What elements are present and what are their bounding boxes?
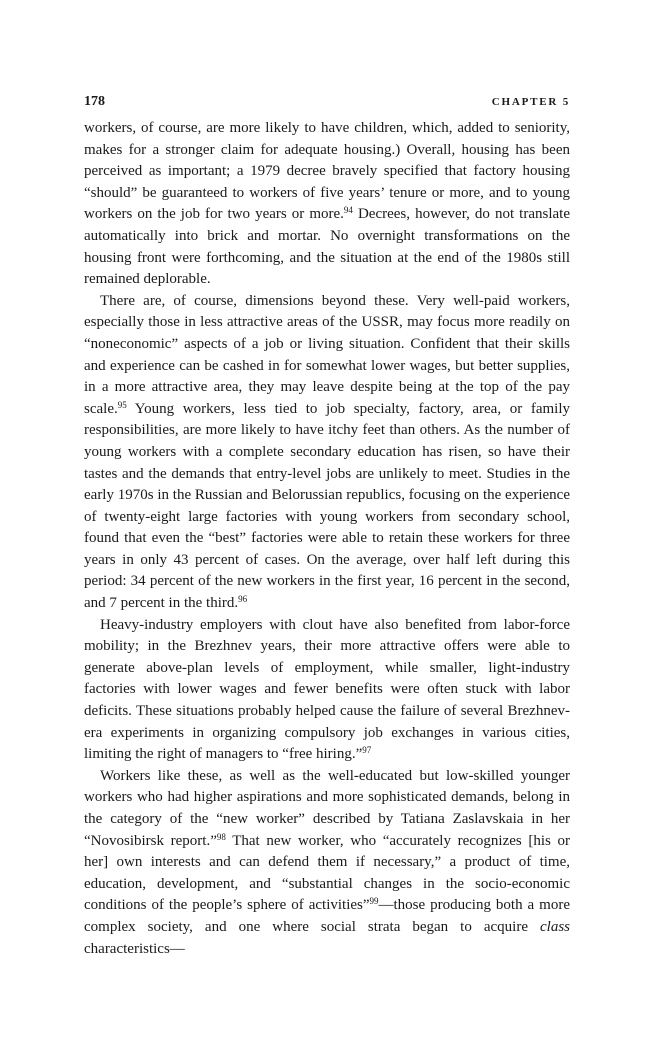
emphasis-text: class (540, 918, 570, 935)
footnote-marker: 95 (117, 399, 127, 410)
text-segment: —those producing both a more complex society, and one where social strata began to acquire (84, 897, 570, 935)
running-head (84, 94, 570, 118)
paragraph (84, 766, 570, 960)
book-page (84, 94, 570, 960)
paragraph (84, 615, 570, 766)
body-text (84, 118, 570, 960)
text-segment: There are, of course, dimensions beyond these. Very well-paid workers, especially those in less attractive areas of the USSR, may focus more readily on “noneconomic” aspects of a job or living situation. Confident that their skills and experience can be cashed in for somewhat lower wages, but better supplies, in a more attractive area, they may leave despite being at the top of the pay scale. (84, 292, 570, 417)
chapter-label: CHAPTER 5 (491, 96, 570, 108)
footnote-marker: 94 (343, 205, 353, 216)
paragraph (84, 118, 570, 291)
text-segment: workers, of course, are more likely to have children, which, added to seniority, makes for a stronger claim for adequate housing.) Overall, housing has been perceived as important; a 1979 decree bravely specified that factory housing “should” be guaranteed to workers of five years’ tenure or more, and to young workers on the job for two years or more. (84, 120, 570, 223)
text-segment: Heavy-industry employers with clout have also benefited from labor-force mobility; in the Brezhnev years, their more attractive offers were able to generate above-plan levels of employment, while smaller, light-industry factories with lower wages and fewer benefits were often stuck with labor deficits. These situations probably helped cause the failure of several Brezhnev-era experiments in organizing compulsory job exchanges in various cities, limiting the right of managers to “free hiring.” (84, 616, 570, 763)
footnote-marker: 99 (369, 896, 379, 907)
paragraph (84, 291, 570, 615)
text-segment: Decrees, however, do not translate automatically into brick and mortar. No overnight transformations on the housing front were forthcoming, and the situation at the end of the 1980s still remained deplorable. (84, 206, 570, 288)
text-segment: characteristics— (84, 940, 185, 957)
text-segment: Young workers, less tied to job specialty, factory, area, or family responsibilities, are more likely to have itchy feet than others. As the number of young workers with a complete secondary education has risen, so have their tastes and the demands that entry-level jobs are unlikely to meet. Studies in the early 1970s in the Russian and Belorussian republics, focusing on the experience of twenty-eight large factories with young workers from secondary school, found that even the “best” factories were able to retain these workers for three years in only 43 percent of cases. On the average, over half left during this period: 34 percent of the new workers in the first year, 16 percent in the second, and 7 percent in the third. (84, 400, 570, 612)
page-number: 178 (84, 94, 105, 109)
text-segment: Workers like these, as well as the well-educated but low-skilled younger workers who had higher aspirations and more sophisticated demands, belong in the category of the “new worker” described by Tatiana Zaslavskaia in her “Novosibirsk report.” (84, 767, 570, 849)
footnote-marker: 98 (216, 831, 226, 842)
footnote-marker: 97 (362, 745, 372, 756)
footnote-marker: 96 (238, 594, 248, 605)
text-segment: That new worker, who “accurately recognizes [his or her] own interests and can defend them if necessary,” a product of time, education, development, and “substantial changes in the socio-economic conditions of the people’s sphere of activities” (84, 832, 571, 914)
